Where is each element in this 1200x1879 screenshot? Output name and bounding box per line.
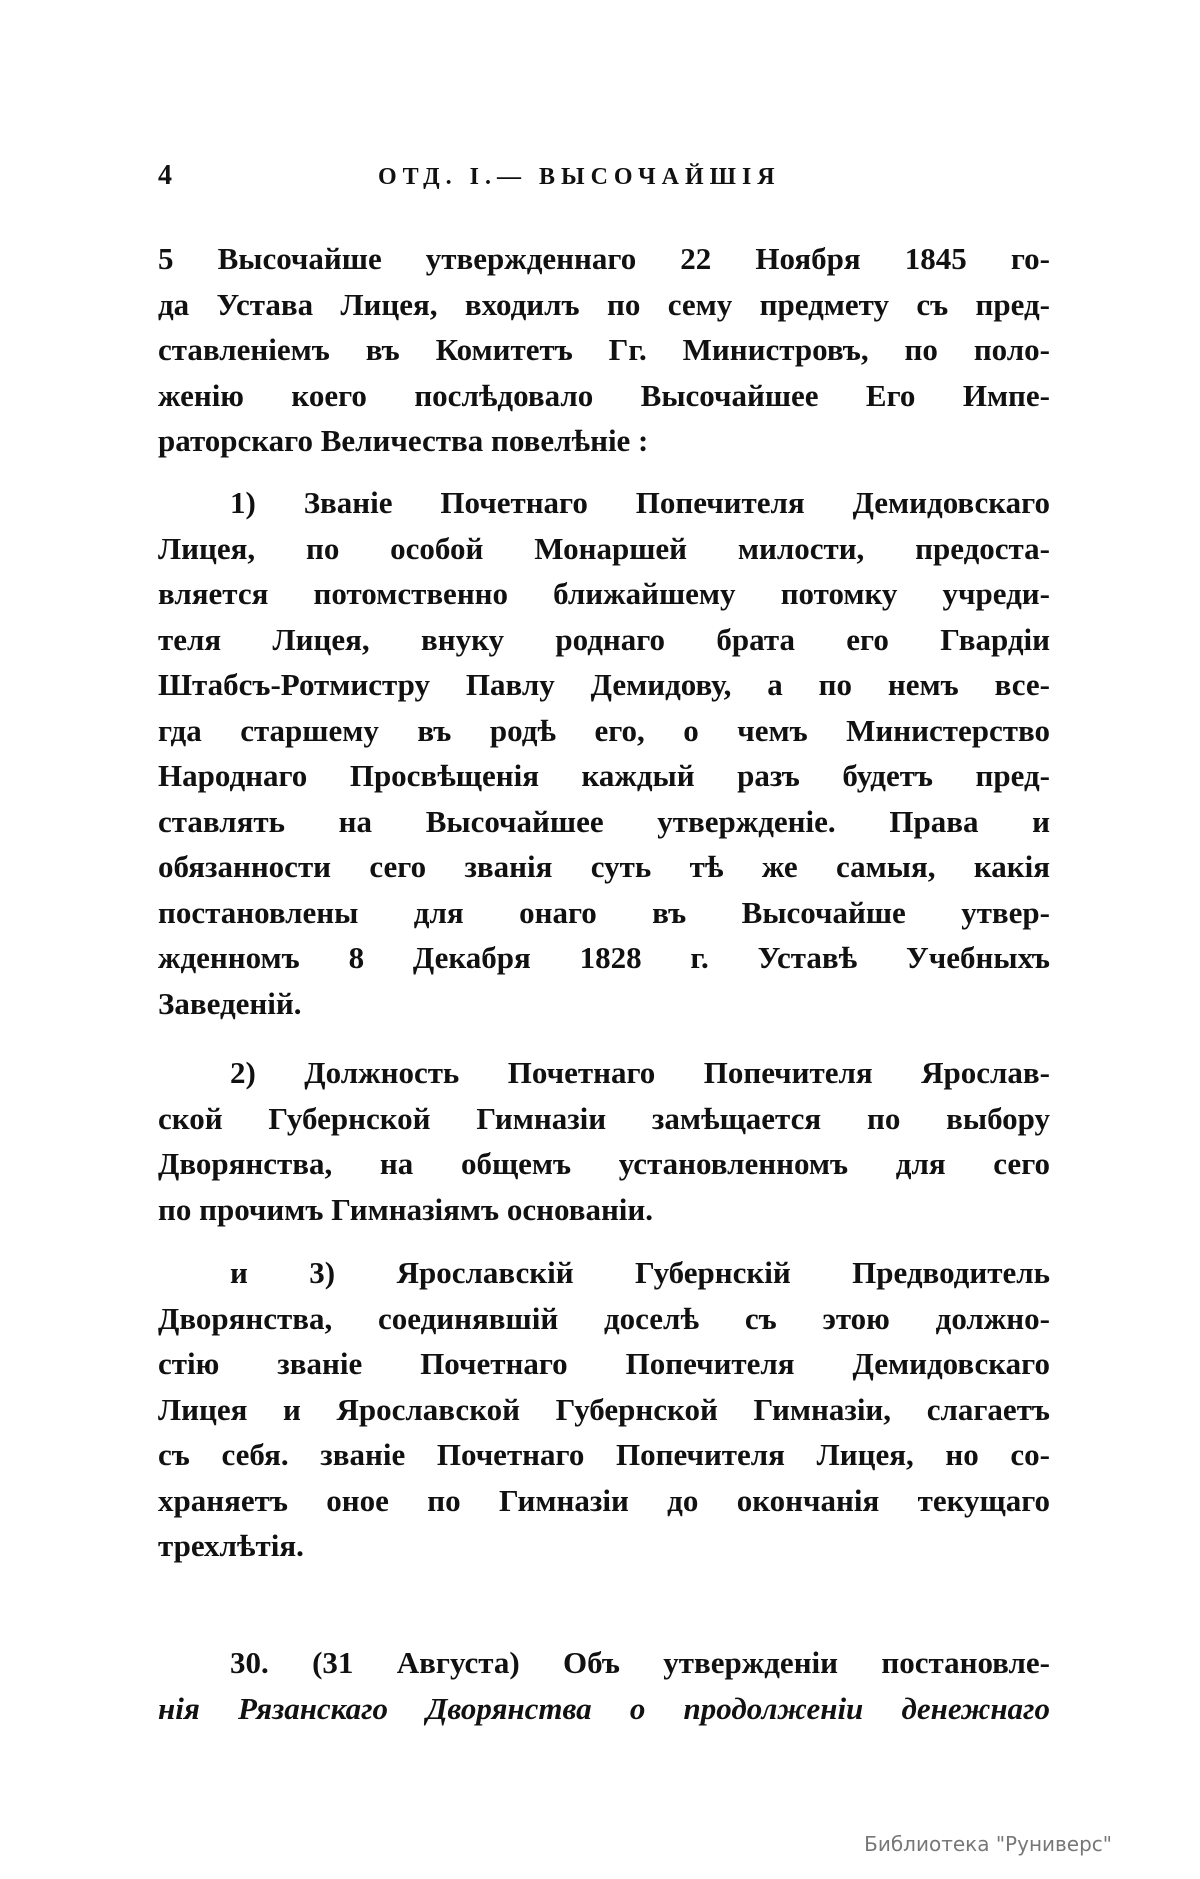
text-line: гда старшему въ родѣ его, о чемъ Министерство [158,712,1050,748]
text-line: съ себя. званіе Почетнаго Попечителя Лицея, но со- [158,1437,1050,1472]
text-line: да Устава Лицея, входилъ по сему предмету съ пред- [158,286,1050,322]
text-line: по прочимъ Гимназіямъ основаніи. [158,1191,654,1227]
text-line: нія Рязанскаго Дворянства о продолженіи денежнаго [158,1690,1050,1726]
text-line: ставленіемъ въ Комитетъ Гг. Министровъ, по поло- [158,332,1050,367]
text-line: Штабсъ-Ротмистру Павлу Демидову, а по немъ все- [158,667,1050,702]
text-line: стію званіе Почетнаго Попечителя Демидовскаго [158,1346,1050,1381]
text-line: трехлѣтія. [158,1528,304,1563]
paragraph-item-2 [158,1050,1050,1232]
text-line: жденномъ 8 Декабря 1828 г. Уставѣ Учебныхъ [158,940,1050,975]
paragraph-item-3 [158,1250,1050,1569]
text-line: храняетъ оное по Гимназіи до окончанія текущаго [158,1482,1050,1518]
text-line: Народнаго Просвѣщенія каждый разъ будетъ пред- [158,758,1050,793]
running-head-title: ОТД. I.— ВЫСОЧАЙШIЯ [378,164,781,190]
library-watermark: Библиотека "Руниверс" [864,1832,1112,1856]
running-head [158,160,1048,200]
text-line: вляется потомственно ближайшему потомку учреди- [158,576,1050,611]
text-line: Дворянства, соединявшій доселѣ съ этою должно- [158,1300,1050,1336]
paragraph-item-1 [158,480,1050,1026]
text-line: 2) Должность Почетнаго Попечителя Ярослав- [230,1055,1050,1090]
paragraph-entry-30 [158,1640,1050,1731]
text-line: ставлять на Высочайшее утвержденіе. Права и [158,803,1050,839]
text-line: постановлены для онаго въ Высочайше утвер- [158,894,1050,930]
text-line: женію коего послѣдовало Высочайшее Его Импе- [158,377,1050,413]
text-line: обязанности сего званія суть тѣ же самыя, какія [158,849,1050,884]
text-line: Дворянства, на общемъ установленномъ для сего [158,1146,1050,1181]
text-line: раторскаго Величества повелѣніе : [158,423,649,458]
text-line: ской Губернской Гимназіи замѣщается по выбору [158,1100,1050,1136]
page-number: 4 [158,160,172,191]
text-line: Лицея и Ярославской Губернской Гимназіи, слагаетъ [158,1391,1050,1427]
text-line: Лицея, по особой Монаршей милости, предоста- [158,530,1050,566]
paragraph-intro [158,236,1050,464]
text-line: Заведеній. [158,985,302,1021]
text-line: 1) Званіе Почетнаго Попечителя Демидовскаго [230,485,1050,520]
text-line: 30. (31 Августа) Объ утвержденіи постановле- [230,1645,1050,1680]
text-line: 5 Высочайше утвержденнаго 22 Ноября 1845 го- [158,241,1050,276]
text-line: теля Лицея, внуку роднаго брата его Гвардіи [158,621,1050,657]
text-line: и 3) Ярославскій Губернскій Предводитель [230,1255,1050,1290]
